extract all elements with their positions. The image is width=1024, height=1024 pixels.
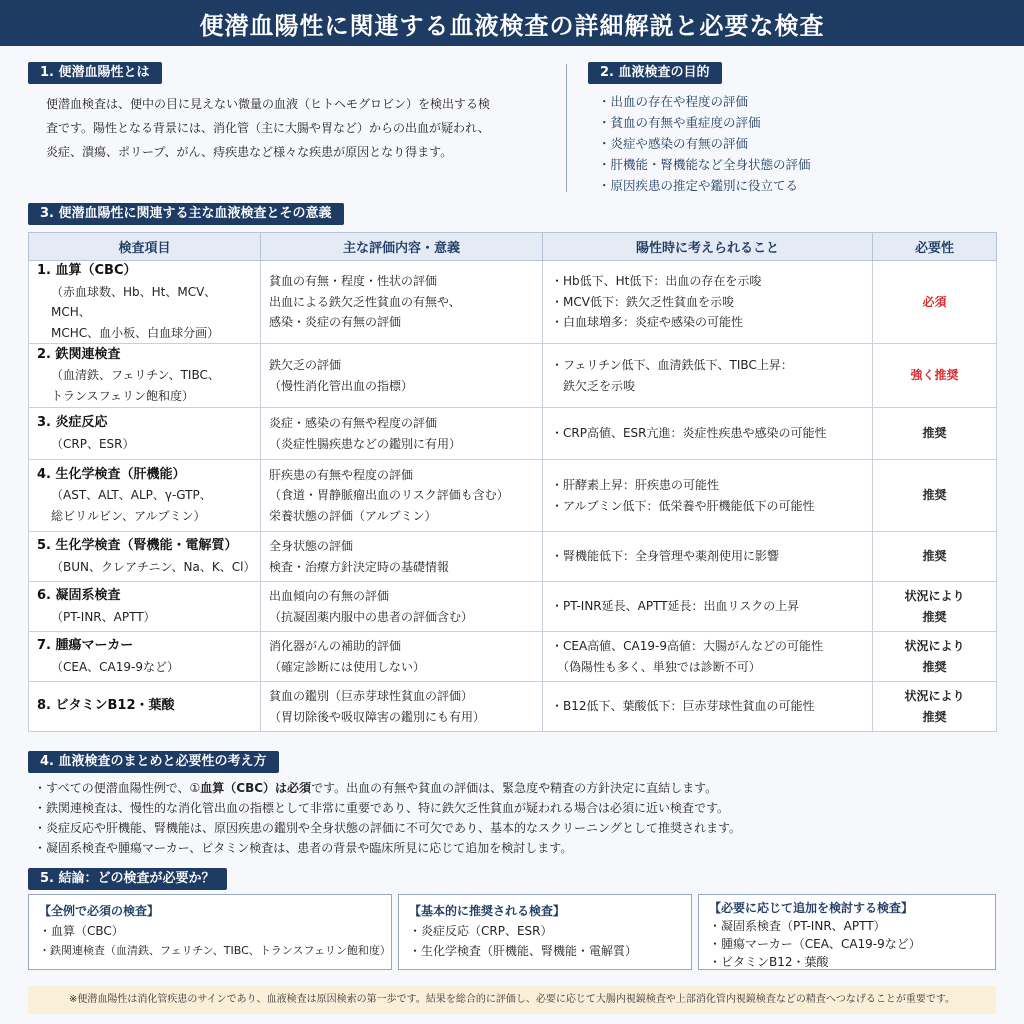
positive-findings-cell	[543, 261, 873, 344]
section3-heading: 3. 便潜血陽性に関連する主な血液検査とその意義	[28, 203, 344, 225]
positive-findings-cell	[543, 460, 873, 532]
column-header: 主な評価内容・意義	[261, 233, 543, 261]
evaluation-cell-line: 栄養状態の評価（アルブミン）	[269, 508, 437, 523]
section1-line: 査です。陽性となる背景には、消化管（主に大腸や胃など）からの出血が疑われ、	[46, 121, 490, 135]
box-title: 【基本的に推奨される検査】	[409, 904, 566, 918]
positive-findings-cell-line: ・腎機能低下：全身管理や薬剤使用に影響	[551, 549, 780, 564]
test-item-detail: MCHC、血小板、白血球分画）	[51, 325, 220, 340]
summary-text: すべての便潜血陽性例で、①	[46, 781, 201, 795]
positive-findings-cell-line: ・白血球増多：炎症や感染の可能性	[551, 315, 744, 330]
necessity-cell-line: 推奨	[922, 549, 947, 564]
page-title: 便潜血陽性に関連する血液検査の詳細解説と必要な検査	[0, 0, 1024, 46]
positive-findings-cell	[543, 344, 873, 408]
test-item-cell	[29, 460, 261, 532]
necessity-cell-line: 推奨	[922, 659, 947, 674]
test-item-detail: （CEA、CA19-9など）	[51, 659, 179, 674]
evaluation-cell-line: （胃切除後や吸収障害の鑑別にも有用）	[269, 709, 486, 724]
evaluation-cell	[261, 344, 543, 408]
box-item: ・ 鉄関連検査（血清鉄、フェリチン、TIBC、トランスフェリン飽和度）	[39, 941, 381, 961]
positive-findings-cell-line: ・PT-INR延長、APTT延長：出血リスクの上昇	[551, 599, 800, 614]
evaluation-cell-line: 出血による鉄欠乏性貧血の有無や、	[269, 294, 461, 309]
necessity-cell-line: 推奨	[922, 426, 947, 441]
table-row	[29, 632, 997, 682]
box-item: ・ 生化学検査（肝機能、腎機能・電解質）	[409, 941, 681, 961]
purpose-item: ・ 出血の存在や程度の評価	[598, 91, 811, 112]
conclusion-box-recommended	[398, 894, 692, 970]
necessity-cell	[873, 460, 997, 532]
positive-findings-cell-line: ・MCV低下：鉄欠乏性貧血を示唆	[551, 294, 734, 309]
positive-findings-cell-line: 鉄欠乏を示唆	[551, 378, 636, 393]
evaluation-cell-line: 炎症・感染の有無や程度の評価	[269, 416, 438, 430]
footnote: ※便潜血陽性は消化管疾患のサインであり、血液検査は原因検索の第一歩です。結果を総合的に評価し、必要に応じて大腸内視鏡検査や上部消化管内視鏡検査などの精査へつなげることが重要です。	[28, 986, 996, 1014]
evaluation-cell-line: （炎症性腸疾患などの鑑別に有用）	[269, 436, 462, 451]
box-item: ・ 血算（CBC）	[39, 921, 381, 941]
summary-list	[34, 778, 741, 858]
necessity-cell	[873, 344, 997, 408]
test-item-detail: （CRP、ESR）	[51, 436, 135, 451]
positive-findings-cell-line: ・CEA高値、CA19-9高値：大腸がんなどの可能性	[551, 639, 823, 653]
table-row	[29, 582, 997, 632]
necessity-cell-line: 状況により	[904, 589, 965, 603]
table-row	[29, 532, 997, 582]
purpose-item: ・ 炎症や感染の有無の評価	[598, 133, 811, 154]
conclusion-box-optional	[698, 894, 996, 970]
evaluation-cell-line: （確定診断には使用しない）	[269, 659, 426, 674]
evaluation-cell	[261, 532, 543, 582]
positive-findings-cell-line: ・フェリチン低下、血清鉄低下、TIBC上昇：	[551, 358, 793, 372]
table-row	[29, 460, 997, 532]
positive-findings-cell-line: ・アルブミン低下：低栄養や肝機能低下の可能性	[551, 498, 815, 513]
box-item: ・ 凝固系検査（PT-INR、APTT）	[709, 917, 985, 935]
positive-findings-cell-line: ・B12低下、葉酸低下：巨赤芽球性貧血の可能性	[551, 699, 815, 714]
column-header: 必要性	[873, 233, 997, 261]
test-item-name: 8. ビタミンB12・葉酸	[37, 698, 175, 714]
table-row	[29, 261, 997, 344]
necessity-cell-line: 状況により	[904, 689, 965, 703]
test-item-cell	[29, 261, 261, 344]
summary-text: です。出血の有無や貧血の評価は、緊急度や精査の方針決定に直結します。	[311, 781, 718, 795]
test-item-name: 7. 腫瘍マーカー	[37, 638, 134, 653]
necessity-cell	[873, 408, 997, 460]
box-item: ・ ビタミンB12・葉酸	[709, 953, 985, 971]
box-item: ・ 炎症反応（CRP、ESR）	[409, 921, 681, 941]
section4-heading: 4. 血液検査のまとめと必要性の考え方	[28, 751, 279, 773]
purpose-list	[598, 91, 811, 196]
evaluation-cell-line: 出血傾向の有無の評価	[269, 589, 390, 603]
box-title: 【必要に応じて追加を検討する検査】	[709, 901, 914, 915]
positive-findings-cell-line: （偽陽性も多く、単独では診断不可）	[551, 659, 761, 674]
necessity-cell-line: 推奨	[922, 488, 947, 503]
positive-findings-cell-line: ・CRP高値、ESR亢進：炎症性疾患や感染の可能性	[551, 426, 827, 441]
column-header: 陽性時に考えられること	[543, 233, 873, 261]
necessity-cell-line: 状況により	[904, 639, 965, 653]
blood-test-table	[28, 232, 997, 732]
evaluation-cell	[261, 460, 543, 532]
evaluation-cell-line: 消化器がんの補助的評価	[269, 639, 402, 653]
evaluation-cell	[261, 582, 543, 632]
test-item-cell	[29, 582, 261, 632]
conclusion-box-required	[28, 894, 392, 970]
evaluation-cell-line: 全身状態の評価	[269, 539, 354, 553]
test-item-name: 5. 生化学検査（腎機能・電解質）	[37, 538, 238, 553]
test-item-name: 3. 炎症反応	[37, 415, 108, 430]
section2-heading: 2. 血液検査の目的	[588, 62, 722, 84]
positive-findings-cell	[543, 408, 873, 460]
table-header-row	[29, 233, 997, 261]
positive-findings-cell-line: ・肝酵素上昇：肝疾患の可能性	[551, 478, 720, 492]
positive-findings-cell	[543, 582, 873, 632]
purpose-item: ・ 原因疾患の推定や鑑別に役立てる	[598, 175, 811, 196]
evaluation-cell-line: 貧血の有無・程度・性状の評価	[269, 274, 438, 289]
evaluation-cell-line: 肝疾患の有無や程度の評価	[269, 467, 414, 482]
positive-findings-cell	[543, 632, 873, 682]
necessity-cell-line: 必須	[922, 294, 947, 309]
evaluation-cell-line: （慢性消化管出血の指標）	[269, 378, 414, 393]
test-item-detail: 総ビリルビン、アルブミン）	[51, 508, 206, 523]
test-item-detail: （赤血球数、Hb、Ht、MCV、MCH、	[51, 284, 217, 319]
necessity-cell	[873, 582, 997, 632]
table-row	[29, 344, 997, 408]
column-header: 検査項目	[29, 233, 261, 261]
test-item-detail: （PT-INR、APTT）	[51, 609, 156, 624]
section1-line: 便潜血検査は、便中の目に見えない微量の血液（ヒトヘモグロビン）を検出する検	[46, 97, 491, 111]
section1-heading: 1. 便潜血陽性とは	[28, 62, 162, 84]
test-item-detail: （BUN、クレアチニン、Na、K、Cl）	[51, 559, 256, 574]
box-title: 【全例で必須の検査】	[39, 904, 160, 918]
test-item-cell	[29, 532, 261, 582]
section1-text	[46, 92, 490, 164]
test-item-detail: トランスフェリン飽和度）	[51, 388, 195, 403]
evaluation-cell-line: （食道・胃静脈瘤出血のリスク評価も含む）	[269, 488, 509, 503]
necessity-cell-line: 推奨	[922, 709, 947, 724]
necessity-cell	[873, 632, 997, 682]
table-body	[29, 261, 997, 732]
test-item-name: 4. 生化学検査（肝機能）	[37, 466, 186, 482]
purpose-item: ・ 貧血の有無や重症度の評価	[598, 112, 811, 133]
summary-item: ・ 炎症反応や肝機能、腎機能は、原因疾患の鑑別や全身状態の評価に不可欠であり、基本的なスクリーニングとして推奨されます。	[34, 818, 741, 838]
section5-heading: 5. 結論：どの検査が必要か？	[28, 868, 227, 890]
box-item: ・ 腫瘍マーカー（CEA、CA19-9など）	[709, 935, 985, 953]
necessity-cell-line: 強く推奨	[910, 368, 959, 383]
summary-item: ・ 鉄関連検査は、慢性的な消化管出血の指標として非常に重要であり、特に鉄欠乏性貧血が疑われる場合は必須に近い検査です。	[34, 798, 741, 818]
positive-findings-cell-line: ・Hb低下、Ht低下：出血の存在を示唆	[551, 274, 762, 289]
test-item-name: 1. 血算（CBC）	[37, 263, 137, 278]
evaluation-cell	[261, 261, 543, 344]
test-item-cell	[29, 408, 261, 460]
test-item-cell	[29, 344, 261, 408]
necessity-cell	[873, 532, 997, 582]
table-row	[29, 682, 997, 732]
evaluation-cell-line: （抗凝固薬内服中の患者の評価含む）	[269, 609, 474, 624]
positive-findings-cell	[543, 532, 873, 582]
evaluation-cell-line: 貧血の鑑別（巨赤芽球性貧血の評価）	[269, 689, 474, 703]
test-item-name: 2. 鉄関連検査	[37, 346, 121, 362]
test-item-cell	[29, 632, 261, 682]
evaluation-cell	[261, 408, 543, 460]
evaluation-cell-line: 鉄欠乏の評価	[269, 358, 342, 372]
summary-item: ・ 凝固系検査や腫瘍マーカー、ビタミン検査は、患者の背景や臨床所見に応じて追加を検討します。	[34, 838, 741, 858]
positive-findings-cell	[543, 682, 873, 732]
table-row	[29, 408, 997, 460]
test-item-detail: （血清鉄、フェリチン、TIBC、	[51, 368, 220, 383]
evaluation-cell-line: 感染・炎症の有無の評価	[269, 315, 402, 330]
summary-emphasis: 血算（CBC）は必須	[200, 781, 312, 795]
necessity-cell	[873, 682, 997, 732]
section1-line: 炎症、潰瘍、ポリープ、がん、痔疾患など様々な疾患が原因となり得ます。	[46, 145, 453, 159]
test-item-name: 6. 凝固系検査	[37, 588, 121, 603]
evaluation-cell	[261, 682, 543, 732]
necessity-cell-line: 推奨	[922, 609, 947, 624]
purpose-item: ・ 肝機能・腎機能など全身状態の評価	[598, 154, 811, 175]
necessity-cell	[873, 261, 997, 344]
summary-item	[34, 778, 741, 798]
evaluation-cell	[261, 632, 543, 682]
test-item-detail: （AST、ALT、ALP、γ-GTP、	[51, 488, 212, 503]
test-item-cell	[29, 682, 261, 732]
section-divider	[566, 64, 567, 192]
evaluation-cell-line: 検査・治療方針決定時の基礎情報	[269, 559, 450, 574]
